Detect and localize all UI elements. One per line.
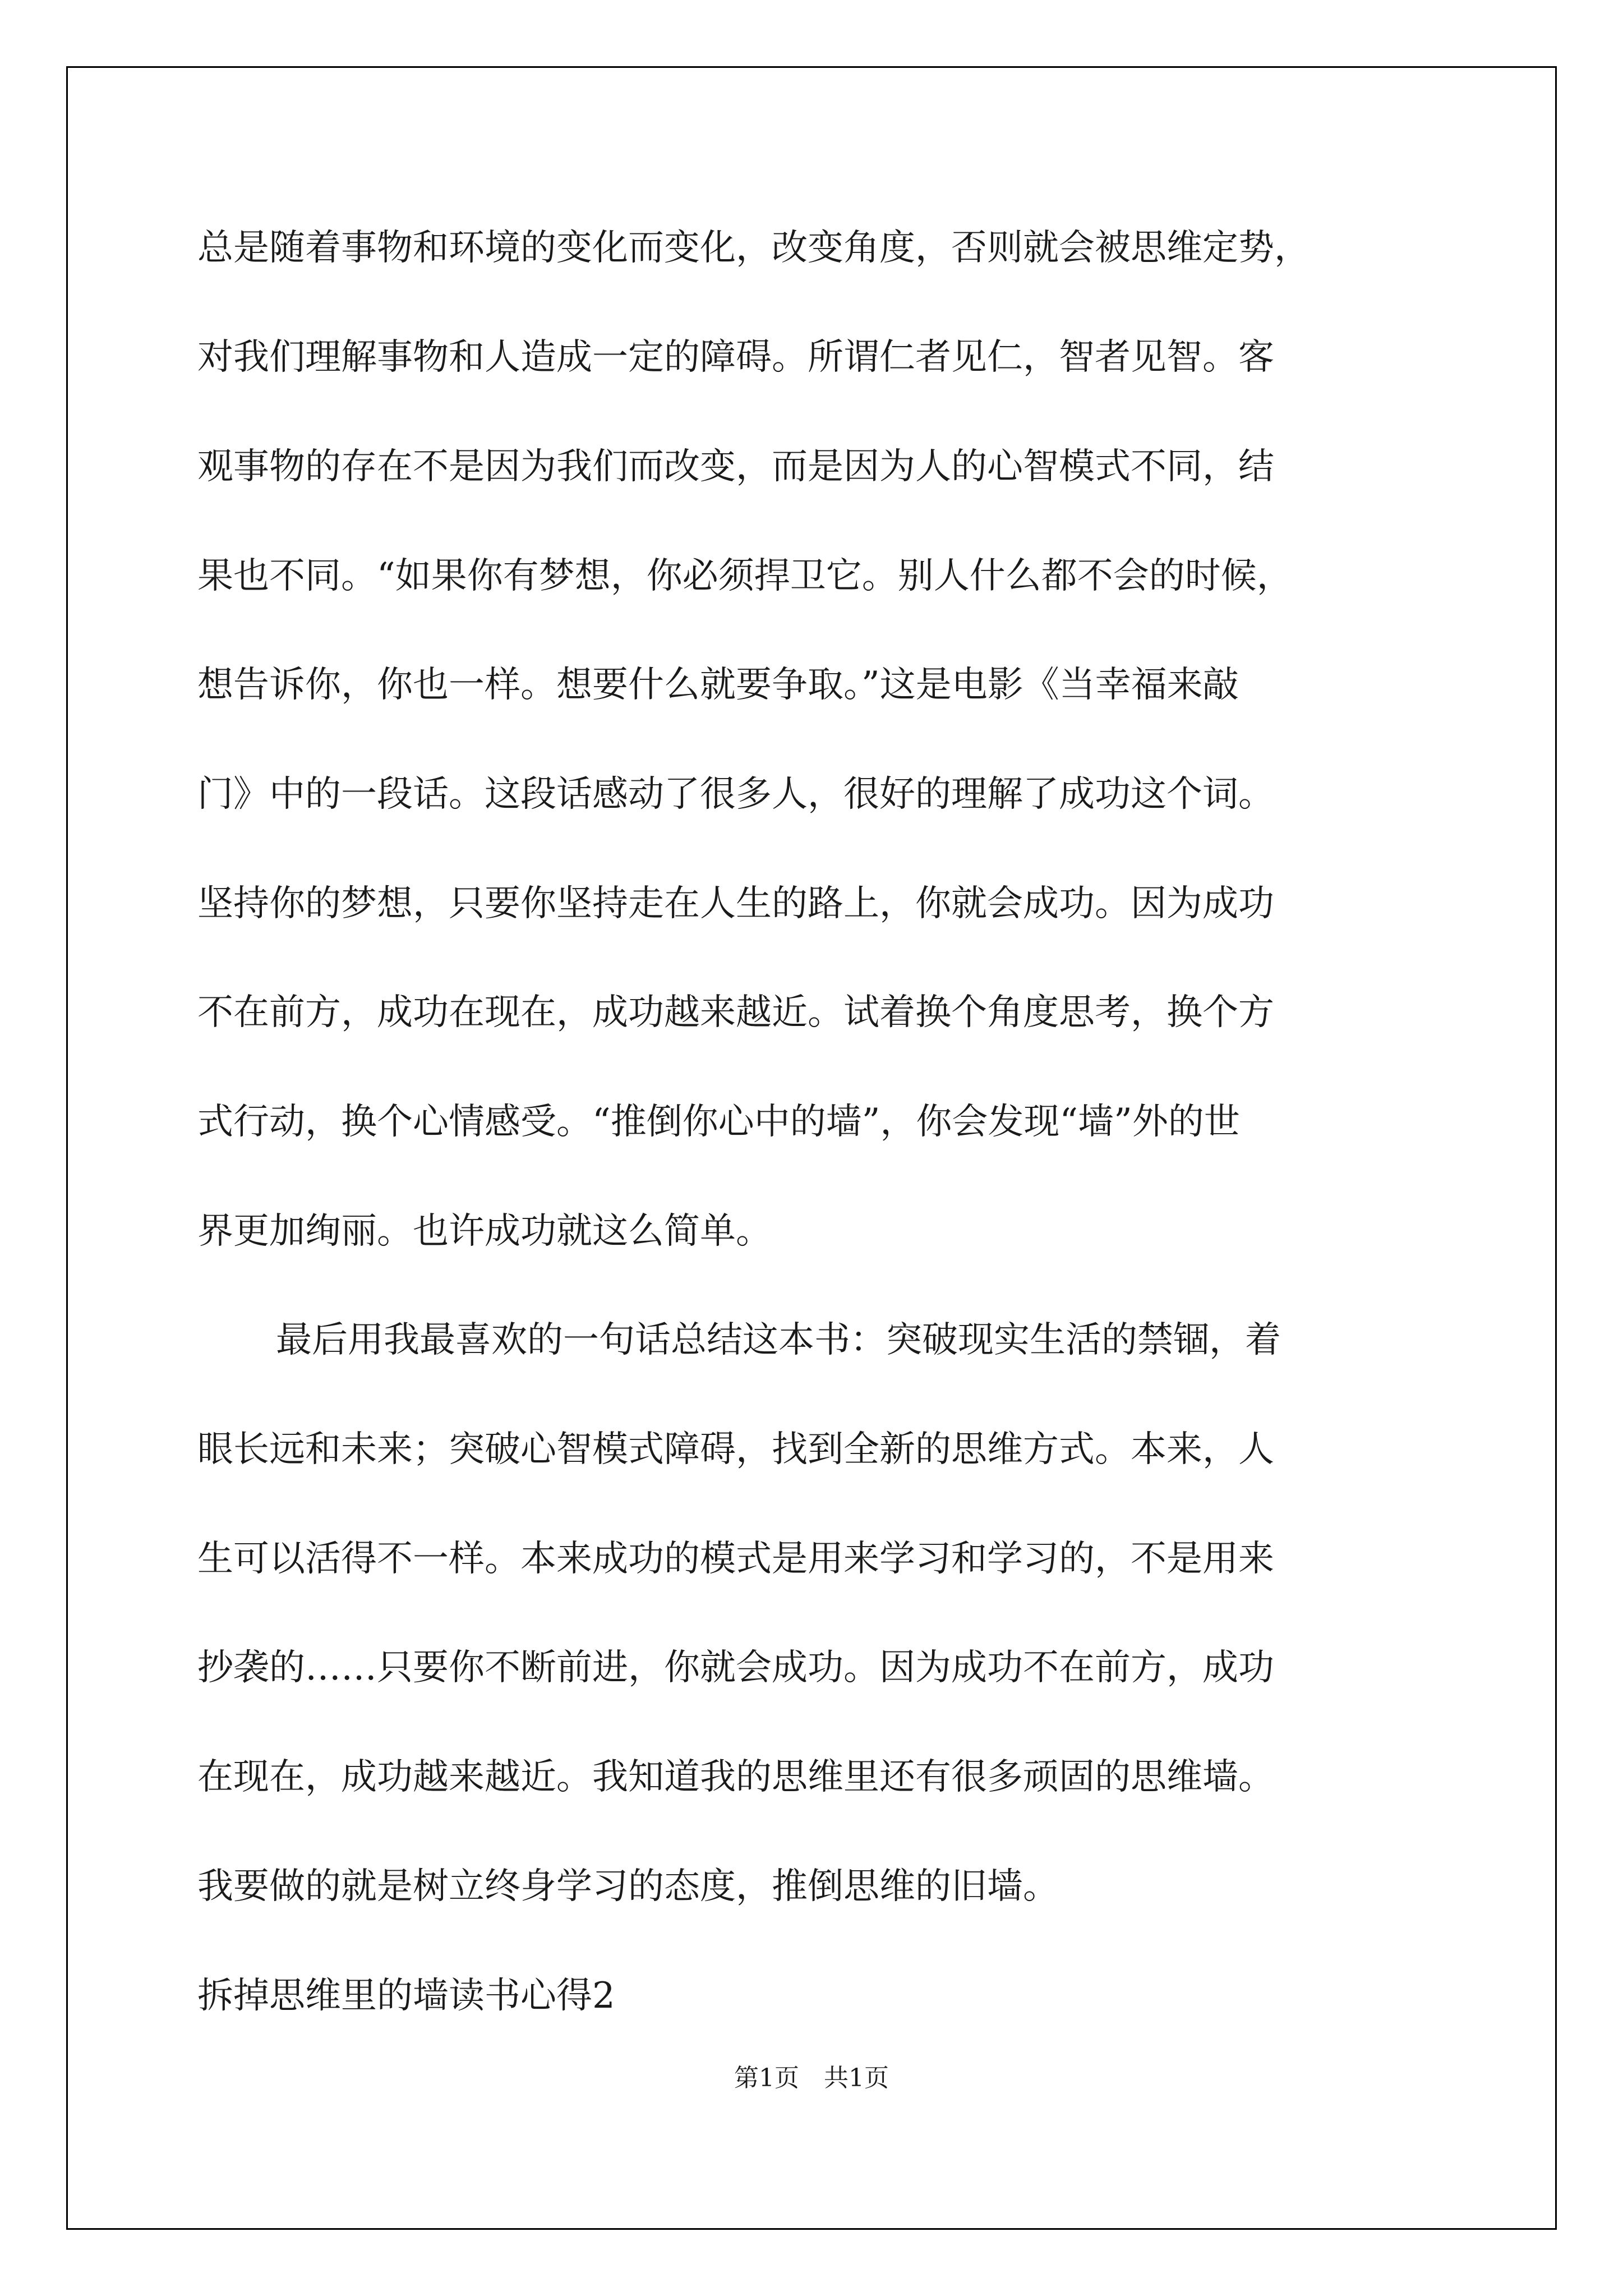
paragraph-line: 对我们理解事物和人造成一定的障碍。所谓仁者见仁，智者见智。客 xyxy=(197,337,1274,378)
paragraph-line: 总是随着事物和环境的变化而变化，改变角度，否则就会被思维定势， xyxy=(197,227,1310,269)
paragraph-line: 想告诉你，你也一样。想要什么就要争取。”这是电影《当幸福来敲 xyxy=(197,664,1239,706)
paragraph-line: 界更加绚丽。也许成功就这么简单。 xyxy=(197,1211,772,1252)
paragraph-line: 观事物的存在不是因为我们而改变，而是因为人的心智模式不同，结 xyxy=(197,446,1274,487)
paragraph-line: 我要做的就是树立终身学习的态度，推倒思维的旧墙。 xyxy=(197,1866,1059,1907)
paragraph-line: 不在前方，成功在现在，成功越来越近。试着换个角度思考，换个方 xyxy=(197,992,1274,1033)
page-number-footer: 第1页 共1页 xyxy=(734,2064,889,2092)
paragraph-line: 眼长远和未来；突破心智模式障碍，找到全新的思维方式。本来，人 xyxy=(197,1429,1274,1470)
paragraph-line: 最后用我最喜欢的一句话总结这本书：突破现实生活的禁锢，着 xyxy=(276,1319,1281,1361)
paragraph-line: 式行动，换个心情感受。“推倒你心中的墙”，你会发现“墙”外的世 xyxy=(197,1101,1240,1143)
paragraph-line: 果也不同。“如果你有梦想，你必须捍卫它。别人什么都不会的时候， xyxy=(197,555,1293,597)
paragraph-line: 坚持你的梦想，只要你坚持走在人生的路上，你就会成功。因为成功 xyxy=(197,883,1274,924)
paragraph-line: 生可以活得不一样。本来成功的模式是用来学习和学习的，不是用来 xyxy=(197,1538,1274,1580)
paragraph-line: 在现在，成功越来越近。我知道我的思维里还有很多顽固的思维墙。 xyxy=(197,1756,1274,1798)
section-heading: 拆掉思维里的墙读书心得2 xyxy=(197,1975,615,2017)
paragraph-line: 抄袭的……只要你不断前进，你就会成功。因为成功不在前方，成功 xyxy=(197,1647,1274,1688)
paragraph-line: 门》中的一段话。这段话感动了很多人，很好的理解了成功这个词。 xyxy=(197,774,1274,815)
